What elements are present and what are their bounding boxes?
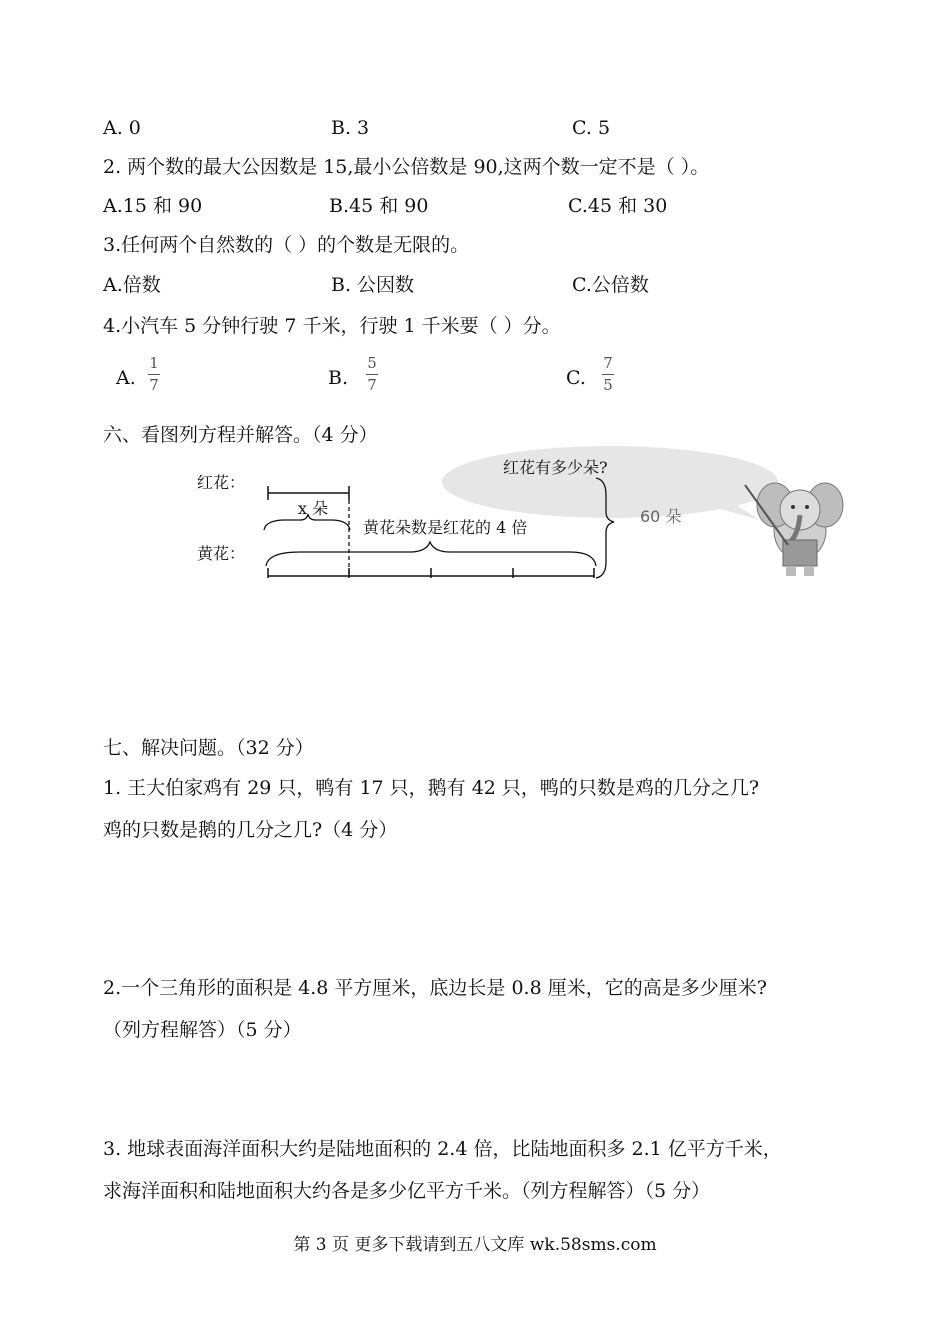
q4-option-a-fraction xyxy=(148,355,160,394)
q4-option-c-label: C. xyxy=(566,367,586,389)
problem1-line1: 1. 王大伯家鸡有 29 只，鸭有 17 只，鹅有 42 只，鸭的只数是鸡的几分之几? xyxy=(103,777,760,799)
problem3-line2: 求海洋面积和陆地面积大约各是多少亿平方千米。（列方程解答）（5 分） xyxy=(103,1180,711,1202)
fraction-numerator: 1 xyxy=(149,354,159,372)
fraction-bar xyxy=(148,374,160,375)
q2-option-b: B.45 和 90 xyxy=(329,195,429,217)
x-flowers-label: x 朵 xyxy=(298,499,329,518)
fraction-numerator: 5 xyxy=(367,354,377,372)
fraction-denominator: 7 xyxy=(149,376,159,394)
problem2-line1: 2.一个三角形的面积是 4.8 平方厘米，底边长是 0.8 厘米，它的高是多少厘米? xyxy=(103,977,767,999)
q1-option-a: A. 0 xyxy=(103,117,141,139)
q4-text: 4.小汽车 5 分钟行驶 7 千米，行驶 1 千米要（ ）分。 xyxy=(103,315,561,337)
line-segment-diagram xyxy=(0,440,950,600)
fraction-denominator: 5 xyxy=(603,376,613,394)
bubble-text: 红花有多少朵? xyxy=(503,458,608,477)
elephant-teacher-illustration xyxy=(745,483,843,576)
fraction-denominator: 7 xyxy=(367,376,377,394)
problem2-line2: （列方程解答）（5 分） xyxy=(103,1019,302,1041)
q4-option-c-fraction xyxy=(602,355,614,394)
q3-text: 3.任何两个自然数的（ ）的个数是无限的。 xyxy=(103,234,470,256)
q3-option-a: A.倍数 xyxy=(103,274,161,296)
yellow-top-brace xyxy=(266,542,596,566)
q4-option-a-label: A. xyxy=(116,367,136,389)
problem1-line2: 鸡的只数是鹅的几分之几?（4 分） xyxy=(103,819,398,841)
fraction-bar xyxy=(366,374,378,375)
fraction-bar xyxy=(602,374,614,375)
total-label: 60 朵 xyxy=(640,507,682,526)
red-flower-label: 红花： xyxy=(197,473,246,492)
q4-option-b-fraction xyxy=(366,355,378,394)
q2-text: 2. 两个数的最大公因数是 15,最小公倍数是 90,这两个数一定不是（ ）。 xyxy=(103,156,710,178)
fraction-numerator: 7 xyxy=(603,354,613,372)
section7-heading: 七、解决问题。（32 分） xyxy=(103,737,314,759)
q2-option-c: C.45 和 30 xyxy=(568,195,668,217)
section6-heading: 六、看图列方程并解答。（4 分） xyxy=(103,424,378,446)
q1-option-c: C. 5 xyxy=(572,117,611,139)
q3-option-c: C.公倍数 xyxy=(572,274,649,296)
yellow-flower-label: 黄花： xyxy=(197,544,246,563)
page-footer: 第 3 页 更多下载请到五八文库 wk.58sms.com xyxy=(293,1235,657,1255)
q2-option-a: A.15 和 90 xyxy=(103,195,203,217)
problem3-line1: 3. 地球表面海洋面积大约是陆地面积的 2.4 倍，比陆地面积多 2.1 亿平方千米， xyxy=(103,1138,782,1160)
q3-option-b: B. 公因数 xyxy=(331,274,415,296)
x-brace xyxy=(264,514,350,530)
q1-option-b: B. 3 xyxy=(331,117,370,139)
times-label: 黄花朵数是红花的 4 倍 xyxy=(363,518,528,537)
q4-option-b-label: B. xyxy=(328,367,349,389)
